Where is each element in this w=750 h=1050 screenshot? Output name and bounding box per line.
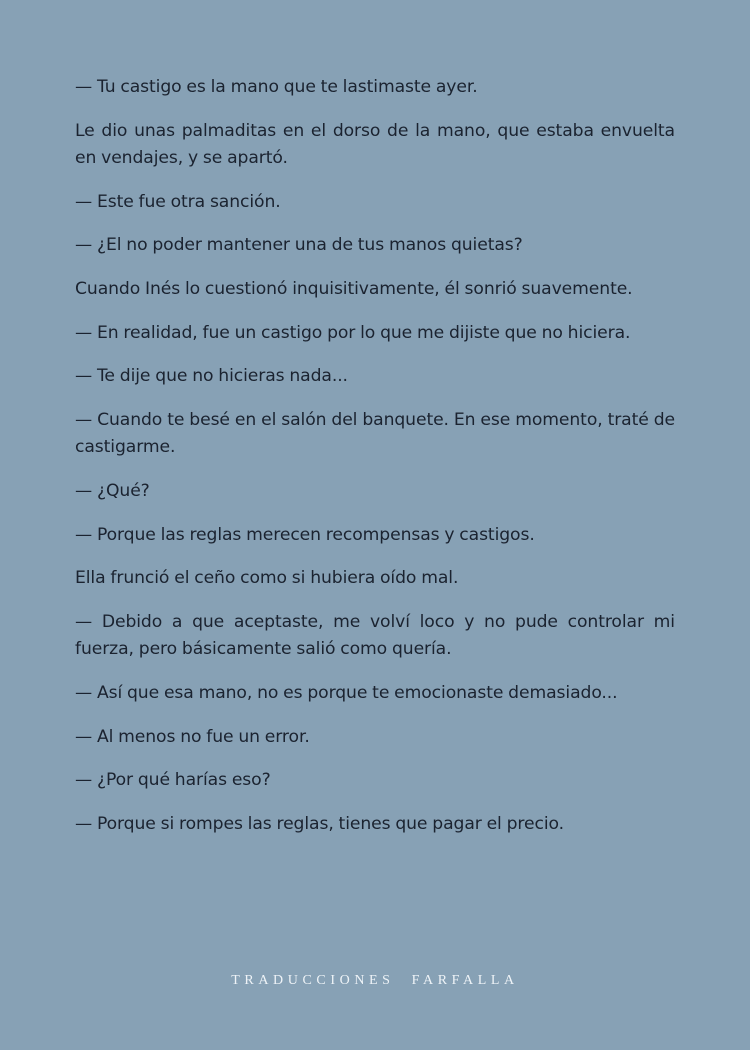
paragraph-9: — ¿Qué? <box>75 480 150 501</box>
paragraph-3: — Este fue otra sanción. <box>75 191 281 212</box>
paragraph-7: — Te dije que no hicieras nada... <box>75 366 348 387</box>
paragraph-2: Le dio unas palmaditas en el dorso de la mano, que estaba envuelta en vendajes, y se apartó. <box>75 120 675 169</box>
paragraph-1: — Tu castigo es la mano que te lastimaste ayer. <box>75 77 478 97</box>
footer-credit: TRADUCCIONES FARFALLA <box>231 973 519 988</box>
paragraph-5: Cuando Inés lo cuestionó inquisitivamente, él sonrió suavemente. <box>75 278 633 299</box>
paragraph-15: — ¿Por qué harías eso? <box>75 770 271 791</box>
paragraph-10: — Porque las reglas merecen recompensas y castigos. <box>75 524 535 545</box>
paragraph-4: — ¿El no poder mantener una de tus manos quietas? <box>75 235 523 256</box>
paragraph-6: — En realidad, fue un castigo por lo que me dijiste que no hiciera. <box>75 322 631 343</box>
paragraph-11: Ella frunció el ceño como si hubiera oído mal. <box>75 568 459 589</box>
paragraph-12: — Debido a que aceptaste, me volví loco y no pude controlar mi fuerza, pero básicamente salió como quería. <box>75 611 675 660</box>
paragraph-8: — Cuando te besé en el salón del banquete. En ese momento, traté de castigarme. <box>75 409 675 458</box>
paragraph-13: — Así que esa mano, no es porque te emocionaste demasiado... <box>75 682 618 703</box>
paragraph-14: — Al menos no fue un error. <box>75 726 310 747</box>
paragraph-16: — Porque si rompes las reglas, tienes que pagar el precio. <box>75 813 564 834</box>
document-page <box>75 74 675 854</box>
